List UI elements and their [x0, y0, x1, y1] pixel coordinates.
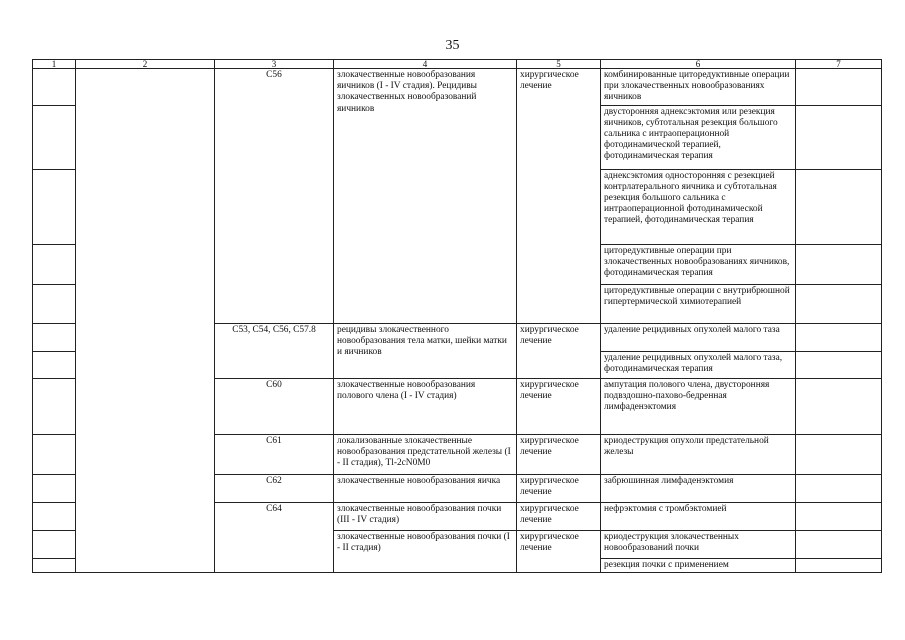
icd-code-cell: C60 — [215, 378, 334, 434]
treatment-cell: хирургическое лечение — [517, 69, 601, 324]
method-cell: забрюшинная лимфаденэктомия — [601, 474, 796, 502]
method-cell: комбинированные циторедуктивные операции при злокачественных новообразованиях яичников — [601, 69, 796, 106]
col1-cell — [33, 351, 76, 378]
diagnosis-cell: злокачественные новообразования почки (III - IV стадия) — [334, 502, 517, 530]
icd-code-cell: C62 — [215, 474, 334, 502]
method-cell: удаление рецидивных опухолей малого таза — [601, 323, 796, 351]
col1-cell — [33, 530, 76, 558]
diagnosis-cell: рецидивы злокачественного новообразования тела матки, шейки матки и яичников — [334, 323, 517, 378]
method-cell: криодеструкция злокачественных новообразований почки — [601, 530, 796, 558]
col1-cell — [33, 69, 76, 106]
col7-cell — [796, 351, 882, 378]
col1-cell — [33, 244, 76, 284]
diagnosis-cell: злокачественные новообразования почки (I - II стадия) — [334, 530, 517, 572]
col7-cell — [796, 284, 882, 323]
col7-cell — [796, 105, 882, 169]
col1-cell — [33, 558, 76, 572]
col1-cell — [33, 284, 76, 323]
col7-cell — [796, 502, 882, 530]
col7-cell — [796, 323, 882, 351]
col1-cell — [33, 502, 76, 530]
method-cell: циторедуктивные операции с внутрибрюшной гипертермической химиотерапией — [601, 284, 796, 323]
col1-cell — [33, 434, 76, 474]
column-header-1: 1 — [33, 60, 76, 69]
col7-cell — [796, 474, 882, 502]
treatment-cell: хирургическое лечение — [517, 530, 601, 572]
treatment-cell: хирургическое лечение — [517, 378, 601, 434]
col1-cell — [33, 105, 76, 169]
method-cell: резекция почки с применением — [601, 558, 796, 572]
column-header-2: 2 — [76, 60, 215, 69]
method-cell: криодеструкция опухоли предстательной железы — [601, 434, 796, 474]
treatment-cell: хирургическое лечение — [517, 323, 601, 378]
method-cell: удаление рецидивных опухолей малого таза, фотодинамическая терапия — [601, 351, 796, 378]
method-cell: аднексэктомия односторонняя с резекцией контрлатерального яичника и субтотальная резекция большого сальника с интраоперационной фотодинамической терапией, фотодинамическая терапия — [601, 169, 796, 244]
diagnosis-cell: локализованные злокачественные новообразования предстательной железы (I - II стадия), Tl-2cN0M0 — [334, 434, 517, 474]
col7-cell — [796, 169, 882, 244]
col1-cell — [33, 474, 76, 502]
treatment-cell: хирургическое лечение — [517, 434, 601, 474]
icd-code-cell: C64 — [215, 502, 334, 572]
method-cell: нефрэктомия с тромбэктомией — [601, 502, 796, 530]
column-header-6: 6 — [601, 60, 796, 69]
col7-cell — [796, 558, 882, 572]
column-header-4: 4 — [334, 60, 517, 69]
col7-cell — [796, 244, 882, 284]
column-header-7: 7 — [796, 60, 882, 69]
col1-cell — [33, 323, 76, 351]
table-row — [33, 69, 882, 106]
col1-cell — [33, 169, 76, 244]
col7-cell — [796, 434, 882, 474]
icd-code-cell: C56 — [215, 69, 334, 324]
diagnosis-cell: злокачественные новообразования яичка — [334, 474, 517, 502]
column-header-3: 3 — [215, 60, 334, 69]
method-cell: ампутация полового члена, двусторонняя подвздошно-пахово-бедренная лимфаденэктомия — [601, 378, 796, 434]
diagnosis-cell: злокачественные новообразования яичников (I - IV стадия). Рецидивы злокачественных новообразований яичников — [334, 69, 517, 324]
col7-cell — [796, 530, 882, 558]
col7-cell — [796, 378, 882, 434]
icd-code-cell: C53, C54, C56, C57.8 — [215, 323, 334, 378]
diagnosis-cell: злокачественные новообразования полового члена (I - IV стадия) — [334, 378, 517, 434]
column-header-row — [33, 60, 882, 69]
col7-cell — [796, 69, 882, 106]
treatment-cell: хирургическое лечение — [517, 474, 601, 502]
col2-cell — [76, 69, 215, 573]
treatment-table — [32, 59, 882, 573]
icd-code-cell: C61 — [215, 434, 334, 474]
method-cell: двусторонняя аднексэктомия или резекция яичников, субтотальная резекция большого сальника с интраоперационной фотодинамической терапией, фотодинамическая терапия — [601, 105, 796, 169]
column-header-5: 5 — [517, 60, 601, 69]
col1-cell — [33, 378, 76, 434]
method-cell: циторедуктивные операции при злокачественных новообразованиях яичников, фотодинамическая терапия — [601, 244, 796, 284]
treatment-cell: хирургическое лечение — [517, 502, 601, 530]
page-number: 35 — [445, 38, 460, 53]
